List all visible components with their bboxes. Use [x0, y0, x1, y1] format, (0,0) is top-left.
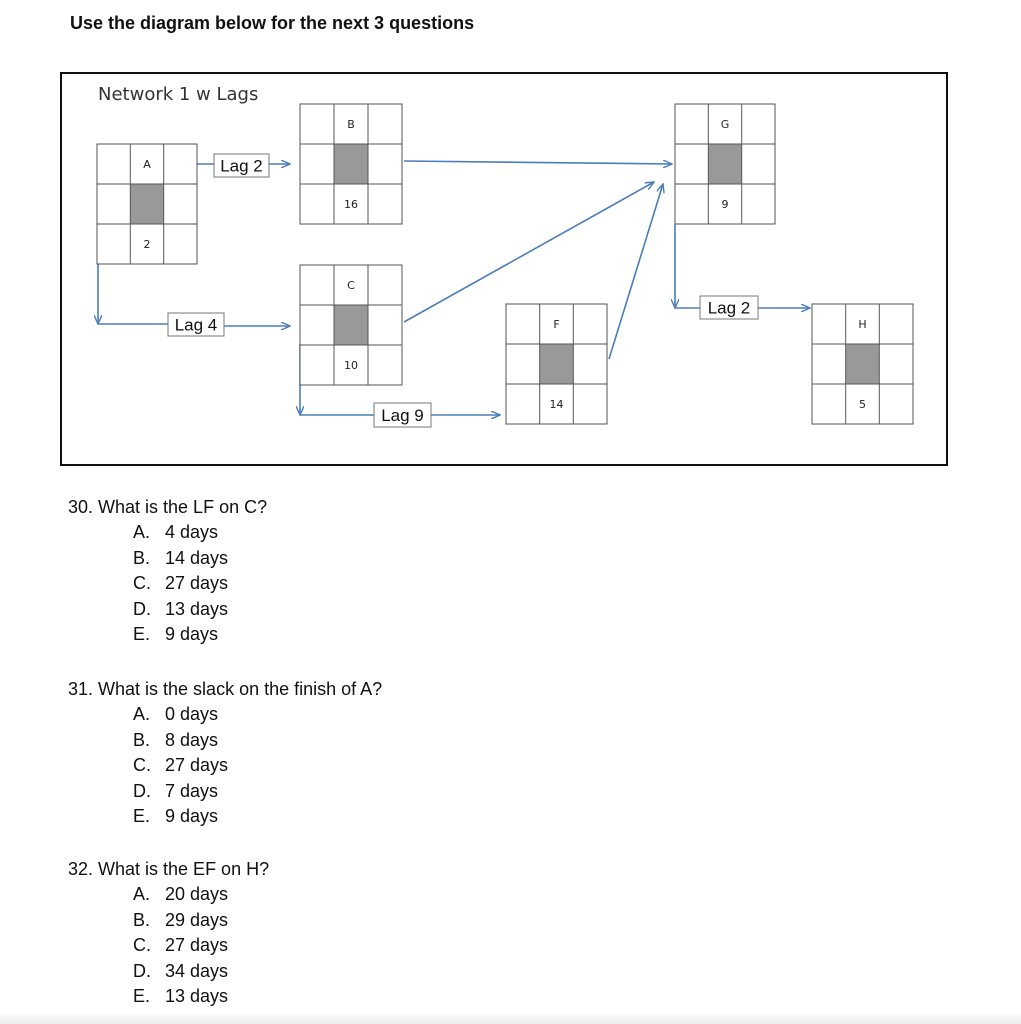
option-text: 34 days	[165, 960, 229, 981]
network-diagram-svg	[62, 74, 946, 464]
option-letter: E.	[133, 624, 151, 644]
option-letter: A.	[133, 522, 151, 542]
link-f-g	[609, 184, 663, 359]
option-text: 27 days	[165, 573, 229, 593]
option-letter: C.	[133, 935, 151, 955]
node-h	[812, 304, 913, 424]
option-text: 27 days	[165, 935, 229, 955]
node-a-duration: 2	[143, 238, 151, 251]
option-letter: D.	[133, 960, 151, 981]
question-32-text: 32. What is the EF on H?	[68, 859, 270, 879]
option-letter: C.	[133, 573, 151, 593]
node-g-letter: G	[720, 118, 730, 131]
option-item	[133, 984, 269, 1010]
option-item	[133, 804, 382, 830]
option-text: 4 days	[165, 522, 219, 542]
node-f-duration: 14	[549, 398, 564, 411]
option-text: 0 days	[165, 704, 219, 724]
lag-label-ab-text: Lag 2	[220, 156, 263, 176]
option-item	[133, 959, 269, 985]
node-g	[675, 104, 775, 224]
lag-label-ab	[214, 154, 269, 177]
lag-label-cf	[374, 403, 431, 427]
option-item	[133, 622, 267, 648]
option-item	[133, 908, 269, 934]
network-diagram	[60, 72, 948, 466]
question-31	[68, 677, 382, 830]
node-c	[300, 265, 402, 385]
option-item	[133, 546, 267, 572]
option-item	[133, 728, 382, 754]
option-item	[133, 702, 382, 728]
node-g-duration: 9	[721, 198, 729, 211]
option-letter: B.	[133, 547, 151, 568]
node-b-letter: B	[347, 118, 355, 131]
question-32-options	[68, 882, 269, 1010]
option-letter: A.	[133, 884, 151, 904]
question-32	[68, 857, 269, 1010]
bottom-edge-shadow	[0, 1012, 1021, 1024]
option-text: 14 days	[165, 547, 229, 568]
question-30-options	[68, 520, 267, 648]
option-letter: A.	[133, 704, 151, 724]
link-c-g	[404, 182, 654, 322]
node-a	[97, 144, 197, 264]
option-text: 20 days	[165, 884, 229, 904]
option-letter: B.	[133, 729, 151, 750]
option-text: 13 days	[165, 598, 229, 619]
node-f-letter: F	[553, 318, 560, 331]
page-heading: Use the diagram below for the next 3 questions	[70, 13, 475, 33]
question-31-options	[68, 702, 382, 830]
node-b	[300, 104, 402, 224]
option-letter: D.	[133, 780, 151, 801]
option-letter: E.	[133, 986, 151, 1006]
option-item	[133, 753, 382, 779]
node-c-letter: C	[347, 279, 355, 292]
option-item	[133, 933, 269, 959]
node-a-letter: A	[143, 158, 151, 171]
option-text: 27 days	[165, 755, 229, 775]
node-f	[506, 304, 607, 424]
network-title: Network 1 w Lags	[98, 84, 259, 105]
lag-label-gh-text: Lag 2	[707, 298, 751, 318]
lag-label-ac	[168, 313, 224, 336]
option-text: 7 days	[165, 780, 219, 801]
lag-label-gh	[700, 296, 758, 319]
lag-label-cf-text: Lag 9	[381, 406, 424, 425]
node-h-duration: 5	[859, 398, 866, 411]
option-letter: E.	[133, 806, 151, 826]
option-text: 8 days	[165, 729, 219, 750]
option-item	[133, 779, 382, 805]
option-item	[133, 882, 269, 908]
node-h-letter: H	[858, 318, 867, 331]
question-30-text: 30. What is the LF on C?	[68, 497, 268, 517]
node-c-duration: 10	[344, 359, 358, 372]
option-item	[133, 520, 267, 546]
option-text: 9 days	[165, 806, 219, 826]
option-letter: D.	[133, 598, 151, 619]
question-30	[68, 495, 267, 648]
lag-label-ac-text: Lag 4	[174, 315, 218, 335]
option-item	[133, 571, 267, 597]
option-text: 9 days	[165, 624, 219, 644]
question-31-text: 31. What is the slack on the finish of A?	[68, 679, 383, 699]
option-text: 13 days	[165, 986, 229, 1006]
option-letter: C.	[133, 755, 151, 775]
link-b-g	[404, 161, 672, 164]
option-item	[133, 597, 267, 623]
option-text: 29 days	[165, 909, 229, 930]
node-b-duration: 16	[344, 198, 358, 211]
option-letter: B.	[133, 909, 151, 930]
